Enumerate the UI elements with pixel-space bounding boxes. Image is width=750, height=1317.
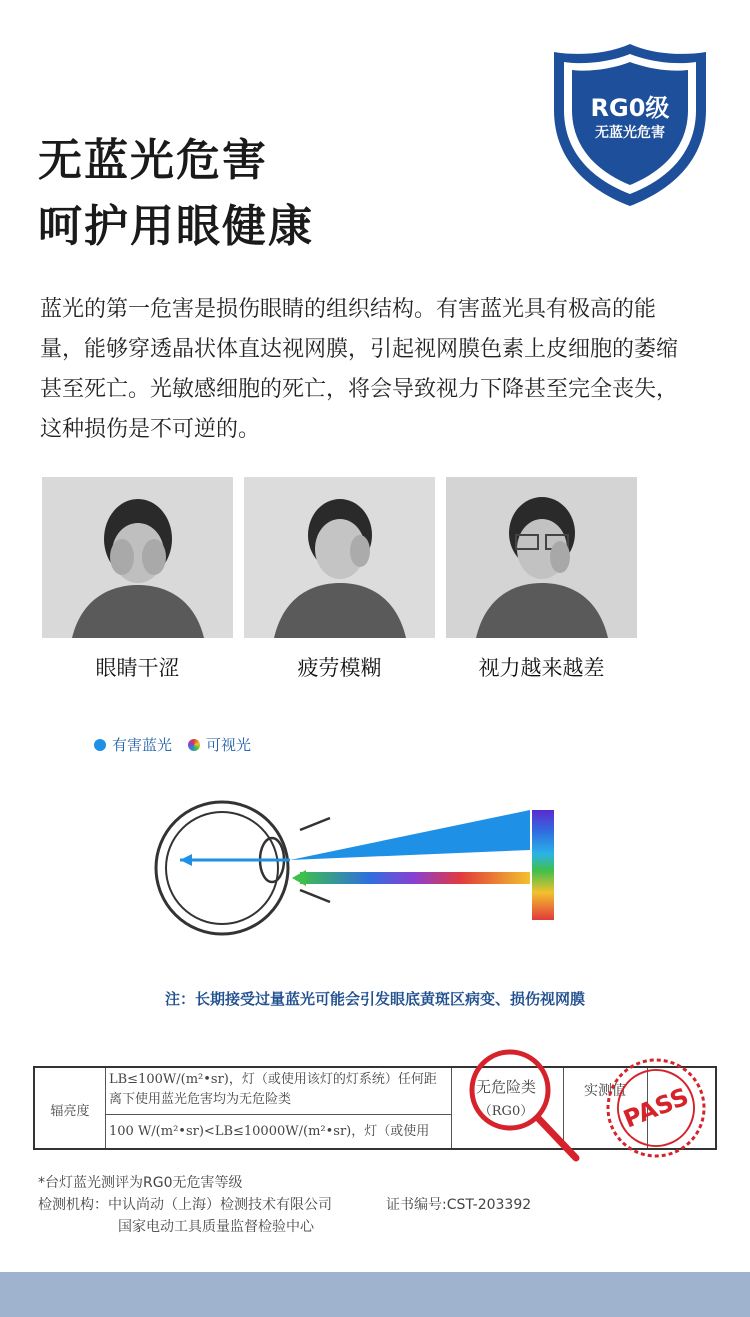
table-row-header-cell (35, 1068, 106, 1148)
footnote-org: 检测机构：中认尚动（上海）检测技术有限公司 (38, 1197, 332, 1213)
class-label: 无危险类 (475, 1078, 536, 1096)
blue-dot-icon (94, 739, 106, 751)
caption-fatigue-blur: 疲劳模糊 (297, 656, 382, 680)
badge-line1: RG0级 (590, 94, 670, 122)
diagram-legend (94, 734, 251, 755)
legend-harmful: 有害蓝光 (112, 736, 173, 754)
photo-dry-eyes (42, 477, 233, 638)
badge-line2: 无蓝光危害 (595, 125, 665, 141)
photo-vision-worse (446, 477, 637, 638)
footnote-cert: 证书编号:CST-203392 (386, 1197, 532, 1213)
eye-light-diagram (140, 790, 570, 950)
table-row2: 100 W/(m²•sr)<LB≤10000W/(m²•sr)，灯（或使用 (109, 1124, 430, 1139)
caption-vision-worse: 视力越来越差 (478, 656, 605, 680)
table-row1: LB≤100W/(m²•sr)，灯（或使用该灯的灯系统）任何距离下使用蓝光危害均为无危险类 (109, 1072, 437, 1107)
headline-line2: 呵护用眼健康 (38, 201, 314, 252)
legend-visible: 可视光 (206, 736, 252, 754)
class-code: （RG0） (478, 1104, 534, 1119)
note-text: 注：长期接受过量蓝光可能会引发眼底黄斑区病变、损伤视网膜 (164, 990, 585, 1008)
footer-band (0, 1272, 750, 1317)
rg0-badge (548, 40, 712, 210)
rainbow-dot-icon (188, 739, 200, 751)
magnifier-icon (466, 1046, 586, 1164)
measured-label: 实测值 (584, 1083, 626, 1099)
caption-dry-eyes: 眼睛干涩 (95, 656, 180, 680)
stamp-text: PASS (619, 1082, 693, 1134)
footnote-center: 国家电动工具质量监督检验中心 (118, 1219, 314, 1235)
pass-stamp (588, 1040, 723, 1175)
headline-line1: 无蓝光危害 (38, 135, 268, 186)
table-row-header: 辐亮度 (50, 1104, 90, 1119)
footnote-1: *台灯蓝光测评为RG0无危害等级 (38, 1175, 243, 1191)
intro-paragraph: 蓝光的第一危害是损伤眼睛的组织结构。有害蓝光具有极高的能量，能够穿透晶状体直达视网膜，引起视网膜色素上皮细胞的萎缩甚至死亡。光敏感细胞的死亡，将会导致视力下降甚至完全丧失，这种损伤是不可逆的。 (40, 297, 679, 442)
table-divider (105, 1114, 451, 1115)
photo-fatigue-blur (244, 477, 435, 638)
